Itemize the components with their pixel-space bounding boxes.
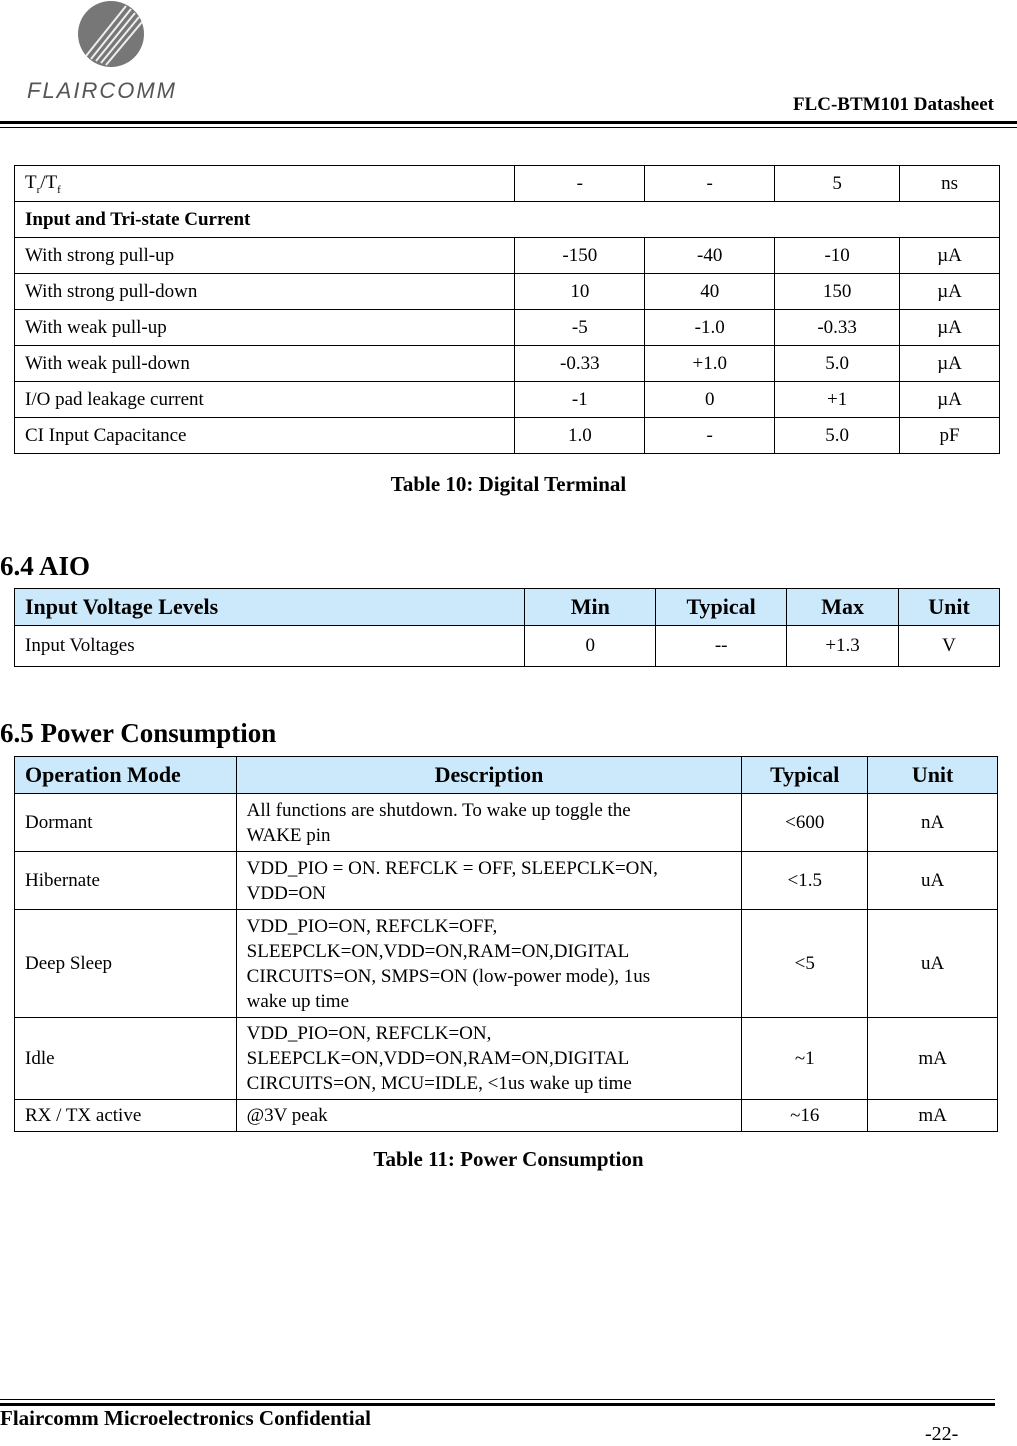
table-row	[15, 794, 998, 852]
logo-mark-icon	[24, 0, 194, 80]
confidential-notice: Flaircomm Microelectronics Confidential	[0, 1406, 371, 1430]
row-label: CI Input Capacitance	[15, 418, 515, 454]
column-header: Operation Mode	[15, 757, 237, 794]
column-header: Typical	[742, 757, 868, 794]
max-cell: -0.33	[775, 310, 900, 346]
max-cell: 150	[775, 274, 900, 310]
description-cell: @3V peak	[236, 1100, 742, 1132]
row-label: With strong pull-down	[15, 274, 515, 310]
table-row	[15, 238, 1000, 274]
max-cell: +1	[775, 382, 900, 418]
max-cell: -10	[775, 238, 900, 274]
typical-cell: -	[645, 166, 775, 202]
column-header: Description	[236, 757, 742, 794]
description-cell: All functions are shutdown. To wake up toggle the WAKE pin	[236, 794, 742, 852]
typical-cell: <5	[742, 910, 868, 1018]
unit-cell: uA	[868, 852, 998, 910]
table-row	[15, 910, 998, 1018]
max-cell: +1.3	[787, 626, 899, 667]
section-title: Input and Tri-state Current	[15, 202, 1000, 238]
row-label: Input Voltages	[15, 626, 525, 667]
max-cell: 5	[775, 166, 900, 202]
mode-cell: Idle	[15, 1018, 237, 1100]
description-cell: VDD_PIO=ON, REFCLK=OFF, SLEEPCLK=ON,VDD=ON,RAM=ON,DIGITAL CIRCUITS=ON, SMPS=ON (low-power mode), 1us wake up time	[236, 910, 742, 1018]
section-heading-power: 6.5 Power Consumption	[0, 718, 277, 748]
typical-cell: ~1	[742, 1018, 868, 1100]
typical-cell: -40	[645, 238, 775, 274]
unit-cell: µA	[900, 238, 1000, 274]
logo-text: FLAIRCOMM	[27, 78, 177, 103]
typical-cell: +1.0	[645, 346, 775, 382]
min-cell: 1.0	[515, 418, 645, 454]
header-rule-thin	[0, 127, 1017, 128]
unit-cell: µA	[900, 310, 1000, 346]
table-row	[15, 346, 1000, 382]
typical-cell: <1.5	[742, 852, 868, 910]
row-label: $T_r/T_f$	[15, 166, 515, 202]
table-row	[15, 310, 1000, 346]
description-cell: VDD_PIO = ON. REFCLK = OFF, SLEEPCLK=ON, VDD=ON	[236, 852, 742, 910]
table-header-row	[15, 589, 1000, 626]
typical-cell: -	[645, 418, 775, 454]
typical-cell: --	[656, 626, 787, 667]
typical-cell: <600	[742, 794, 868, 852]
max-cell: 5.0	[775, 346, 900, 382]
mode-cell: Dormant	[15, 794, 237, 852]
header-rule	[0, 121, 1017, 124]
min-cell: -	[515, 166, 645, 202]
table11-caption: Table 11: Power Consumption	[373, 1147, 644, 1171]
table-row	[15, 166, 1000, 202]
mode-cell: Deep Sleep	[15, 910, 237, 1018]
typical-cell: -1.0	[645, 310, 775, 346]
column-header: Unit	[868, 757, 998, 794]
unit-cell: mA	[868, 1100, 998, 1132]
typical-cell: ~16	[742, 1100, 868, 1132]
unit-cell: µA	[900, 274, 1000, 310]
digital-terminal-table	[14, 165, 1000, 454]
row-label: With weak pull-down	[15, 346, 515, 382]
unit-cell: mA	[868, 1018, 998, 1100]
section-heading-aio: 6.4 AIO	[0, 551, 91, 581]
unit-cell: ns	[900, 166, 1000, 202]
min-cell: 10	[515, 274, 645, 310]
mode-cell: Hibernate	[15, 852, 237, 910]
table-row	[15, 1100, 998, 1132]
table10-caption: Table 10: Digital Terminal	[390, 472, 627, 496]
typical-cell: 0	[645, 382, 775, 418]
column-header: Unit	[899, 589, 1000, 626]
unit-cell: nA	[868, 794, 998, 852]
min-cell: -150	[515, 238, 645, 274]
aio-table	[14, 588, 1000, 667]
row-label: With strong pull-up	[15, 238, 515, 274]
table-row	[15, 418, 1000, 454]
unit-cell: pF	[900, 418, 1000, 454]
unit-cell: µA	[900, 346, 1000, 382]
max-cell: 5.0	[775, 418, 900, 454]
unit-cell: µA	[900, 382, 1000, 418]
column-header: Max	[787, 589, 899, 626]
table-row	[15, 382, 1000, 418]
table-row	[15, 626, 1000, 667]
table-row	[15, 852, 998, 910]
unit-cell: uA	[868, 910, 998, 1018]
power-consumption-table	[14, 756, 998, 1132]
column-header: Min	[525, 589, 656, 626]
min-cell: -0.33	[515, 346, 645, 382]
column-header: Input Voltage Levels	[15, 589, 525, 626]
table-row	[15, 274, 1000, 310]
row-label: I/O pad leakage current	[15, 382, 515, 418]
min-cell: -5	[515, 310, 645, 346]
mode-cell: RX / TX active	[15, 1100, 237, 1132]
footer-rule-thin	[0, 1399, 995, 1400]
section-row	[15, 202, 1000, 238]
description-cell: VDD_PIO=ON, REFCLK=ON, SLEEPCLK=ON,VDD=ON,RAM=ON,DIGITAL CIRCUITS=ON, MCU=IDLE, <1us wake up time	[236, 1018, 742, 1100]
typical-cell: 40	[645, 274, 775, 310]
row-label: With weak pull-up	[15, 310, 515, 346]
document-title: FLC-BTM101 Datasheet	[792, 94, 994, 115]
unit-cell: V	[899, 626, 1000, 667]
page-number: -22-	[925, 1423, 959, 1445]
table-row	[15, 1018, 998, 1100]
min-cell: -1	[515, 382, 645, 418]
column-header: Typical	[656, 589, 787, 626]
table-header-row	[15, 757, 998, 794]
min-cell: 0	[525, 626, 656, 667]
